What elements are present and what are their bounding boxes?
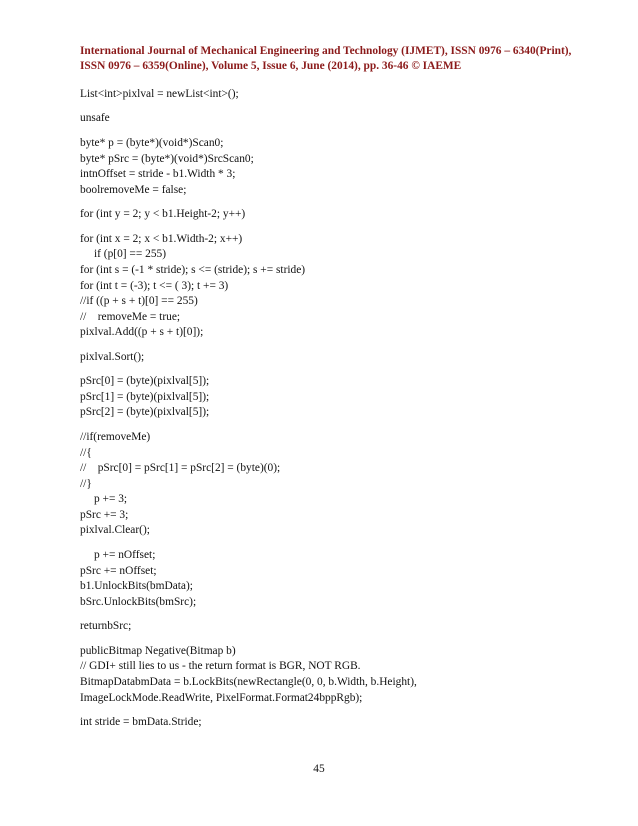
code-line: for (int y = 2; y < b1.Height-2; y++) xyxy=(80,208,246,221)
blank-line xyxy=(80,365,580,374)
code-line: List<int>pixlval = newList<int>(); xyxy=(80,88,239,100)
code-line: // GDI+ still lies to us - the return format is BGR, NOT RGB. xyxy=(80,660,361,673)
code-line: pixlval.Clear(); xyxy=(80,524,150,537)
code-line: pixlval.Sort(); xyxy=(80,350,145,363)
blank-line xyxy=(80,223,580,232)
code-line: pixlval.Add((p + s + t)[0]); xyxy=(80,326,204,339)
code-line: pSrc[2] = (byte)(pixlval[5]); xyxy=(80,406,210,419)
code-line: bSrc.UnlockBits(bmSrc); xyxy=(80,595,197,608)
code-line: byte* p = (byte*)(void*)Scan0; xyxy=(80,136,224,149)
code-line: unsafe xyxy=(80,112,110,125)
code-line: boolremoveMe = false; xyxy=(80,183,187,196)
code-line: returnbSrc; xyxy=(80,620,132,633)
page-number: 45 xyxy=(313,763,325,775)
code-line: // removeMe = true; xyxy=(80,310,181,323)
blank-line xyxy=(80,635,580,644)
blank-line xyxy=(80,127,580,136)
code-line: int stride = bmData.Stride; xyxy=(80,715,202,728)
code-line: ImageLockMode.ReadWrite, PixelFormat.Format24bppRgb); xyxy=(80,691,363,704)
code-line: pSrc += nOffset; xyxy=(80,564,157,577)
code-line: publicBitmap Negative(Bitmap b) xyxy=(80,644,236,657)
blank-line xyxy=(80,610,580,619)
blank-line xyxy=(80,539,580,548)
code-line: byte* pSrc = (byte*)(void*)SrcScan0; xyxy=(80,152,254,165)
code-line: //if ((p + s + t)[0] == 255) xyxy=(80,295,198,308)
code-listing xyxy=(80,87,580,731)
blank-line xyxy=(80,198,580,207)
code-line: for (int s = (-1 * stride); s <= (stride); s += stride) xyxy=(80,263,306,276)
code-line: intnOffset = stride - b1.Width * 3; xyxy=(80,168,236,181)
journal-header-line-2: ISSN 0976 – 6359(Online), Volume 5, Issue 6, June (2014), pp. 36-46 © IAEME xyxy=(80,60,462,72)
code-line: pSrc += 3; xyxy=(80,508,129,521)
code-line: p += nOffset; xyxy=(94,548,156,561)
code-line: for (int t = (-3); t <= ( 3); t += 3) xyxy=(80,279,229,292)
blank-line xyxy=(80,706,580,715)
code-line: if (p[0] == 255) xyxy=(94,248,166,261)
code-line: pSrc[0] = (byte)(pixlval[5]); xyxy=(80,375,210,388)
code-line: //} xyxy=(80,477,92,490)
code-line: //if(removeMe) xyxy=(80,430,151,443)
code-line: // pSrc[0] = pSrc[1] = pSrc[2] = (byte)(0); xyxy=(80,462,281,475)
code-line: p += 3; xyxy=(94,493,128,506)
code-line: b1.UnlockBits(bmData); xyxy=(80,580,193,593)
blank-line xyxy=(80,103,580,112)
code-line: pSrc[1] = (byte)(pixlval[5]); xyxy=(80,390,210,403)
journal-header xyxy=(80,44,600,74)
code-line: for (int x = 2; x < b1.Width-2; x++) xyxy=(80,232,243,245)
blank-line xyxy=(80,421,580,430)
code-line: BitmapDatabmData = b.LockBits(newRectangle(0, 0, b.Width, b.Height), xyxy=(80,675,417,688)
journal-header-line-1: International Journal of Mechanical Engineering and Technology (IJMET), ISSN 0976 – 6340(Print), xyxy=(80,45,572,57)
code-line: //{ xyxy=(80,446,92,459)
blank-line xyxy=(80,341,580,350)
